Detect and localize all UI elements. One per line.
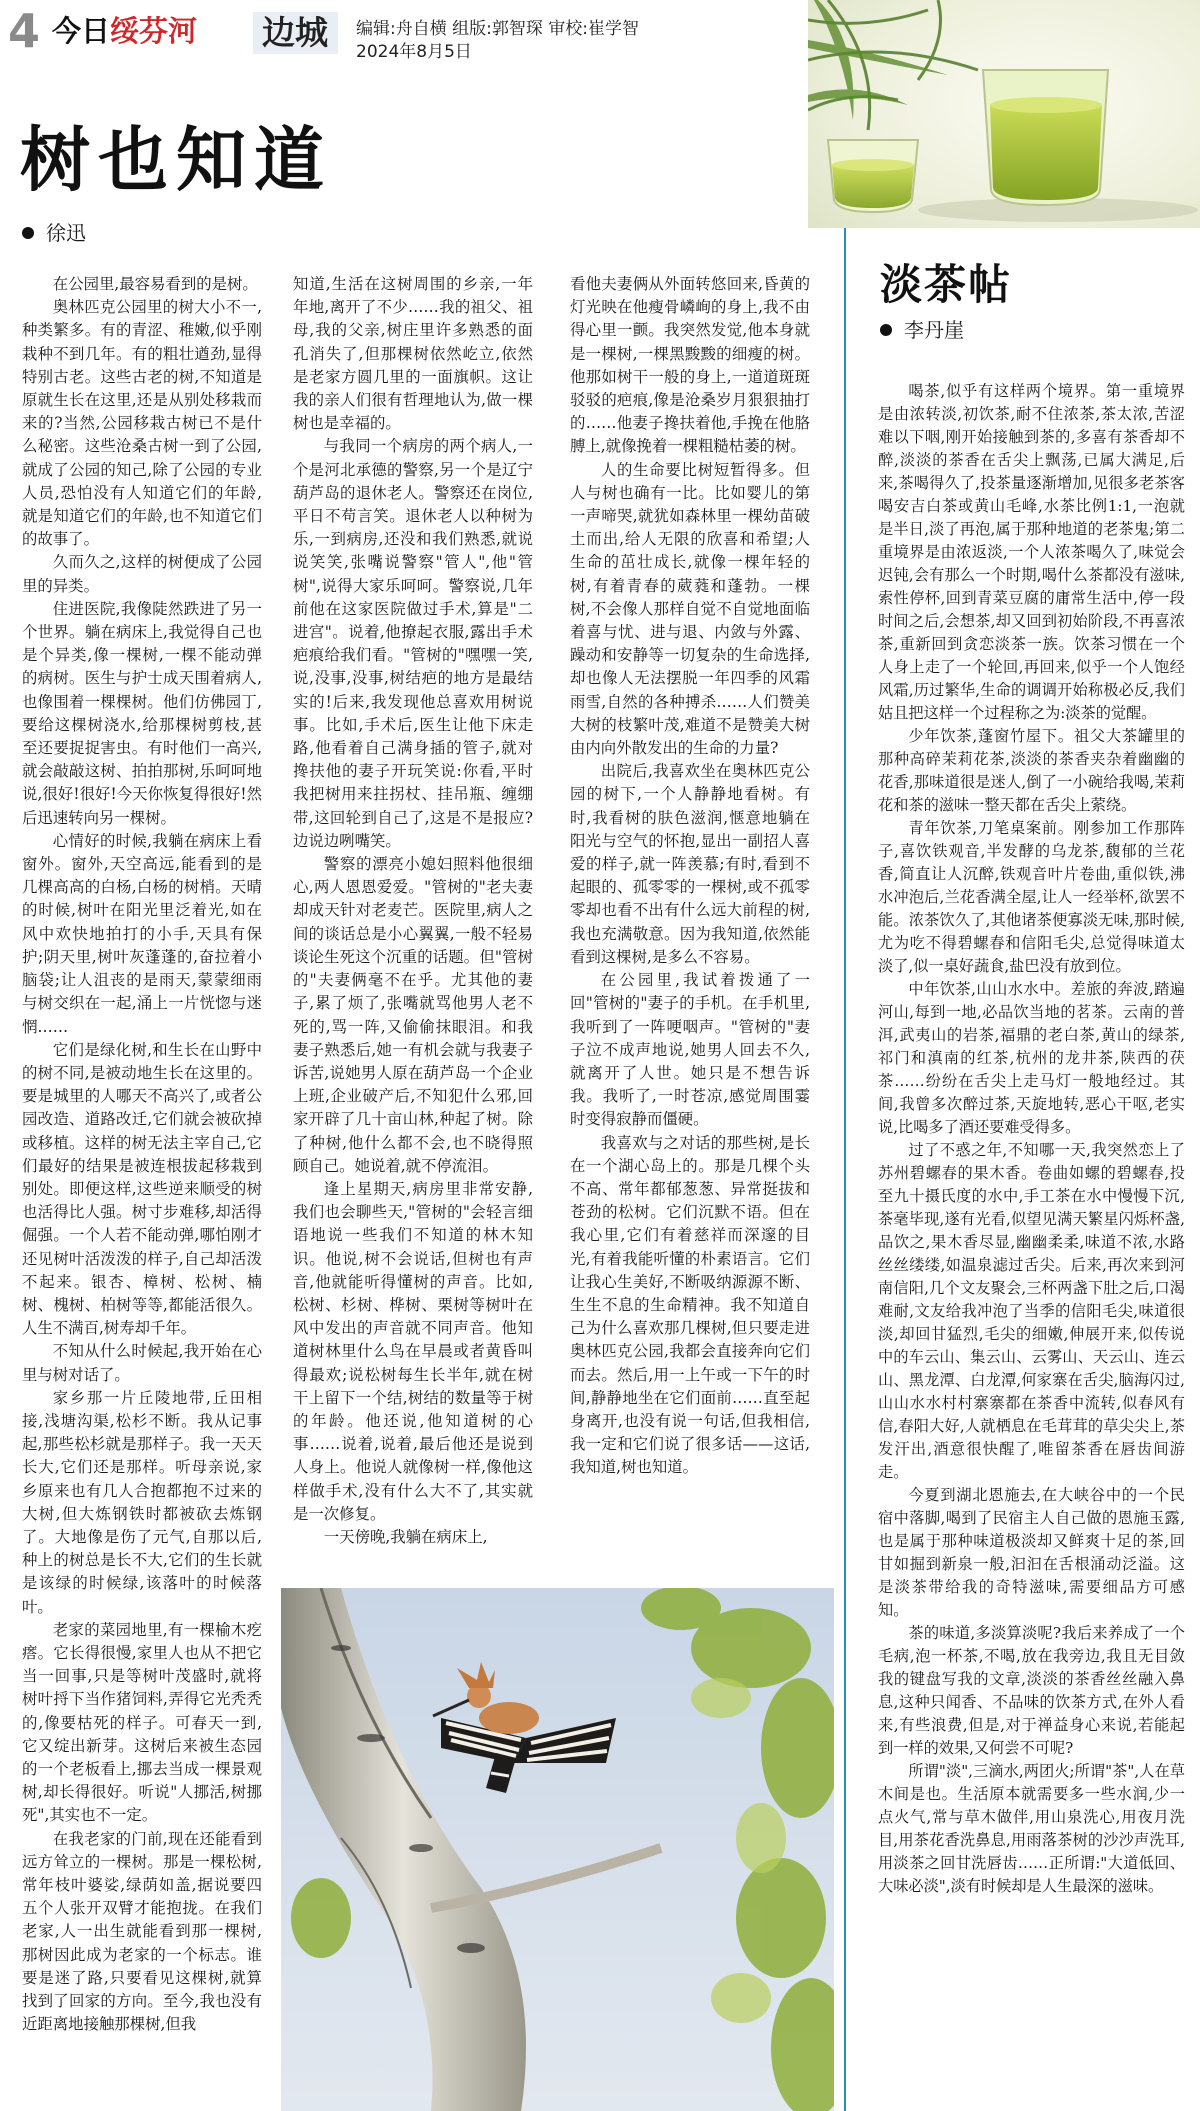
paragraph: 心情好的时候,我躺在病床上看窗外。窗外,天空高远,能看到的是几棵高高的白杨,白杨的树梢。天晴的时候,树叶在阳光里泛着光,如在风中欢快地拍打的小手,天具有保护;阴天里,树叶灰蓬蓬的,奋拉着小脑袋;让人沮丧的是雨天,蒙蒙细雨与树交织在一起,涌上一片恍惚与迷惘……: [22, 831, 262, 1036]
paragraph: 奥林匹克公园里的树大小不一,种类繁多。有的青涩、稚嫩,似乎刚栽种不到几年。有的粗壮遒劲,显得特别古老。这些古老的树,不知道是原就生长在这里,还是从别处移栽而来的?当然,公园移栽古树已不是什么秘密。这些沧桑古树一到了公园,就成了公园的知己,除了公园的专业人员,恐怕没有人知道它们的年龄,就是知道它们的年龄,也不知道它们的故事了。: [22, 298, 262, 549]
paragraph: 它们是绿化树,和生长在山野中的树不同,是被动地生长在这里的。要是城里的人哪天不高兴了,或者公园改造、道路改迁,它们就会被砍掉或移植。这样的树无法主宰自己,它们最好的结果是被连根拔起移栽到别处。即便这样,这些逆来顺受的树也活得比人强。树寸步难移,却活得倔强。一个人若不能动弹,哪怕刚才还见树叶活泼泼的样子,自己却活泼不起来。银杏、樟树、松树、楠树、槐树、柏树等等,都能活很久。人生不满百,树寿却千年。: [22, 1040, 262, 1338]
main-article-column-2: [293, 273, 533, 1579]
paragraph: 我喜欢与之对话的那些树,是长在一个湖心岛上的。那是几棵个头不高、常年都郁葱葱、异常挺拔和苍劲的松树。它们沉默不语。但在我心里,它们有着慈祥而深邃的目光,有着我能听懂的朴素语言。它们让我心生美好,不断吸纳源源不断、生生不息的生命精神。我不知道自己为什么喜欢那几棵树,但只要走进奥林匹克公园,我都会直接奔向它们而去。然后,用一上午或一下午的时间,静静地坐在它们面前……直至起身离开,也没有说一句话,但我相信,我一定和它们说了很多话——这话,我知道,树也知道。: [570, 1133, 810, 1477]
page-number: 4: [8, 4, 41, 58]
paragraph: 不知从什么时候起,我开始在心里与树对话了。: [22, 1342, 262, 1384]
paragraph: 在我老家的门前,现在还能看到远方耸立的一棵树。那是一棵松树,常年枝叶婆娑,绿荫如盖,据说要四五个人张开双臂才能抱拢。在我们老家,人一出生就能看到那一棵树,那树因此成为老家的一个标志。谁要是迷了路,只要看见这棵树,就算找到了回家的方向。至今,我也没有近距离地接触那棵树,但我: [22, 1829, 262, 2034]
tea-photo-illustration: [808, 0, 1200, 228]
paragraph: 一天傍晚,我躺在病床上,: [323, 1527, 488, 1546]
paragraph: 家乡那一片丘陵地带,丘田相接,浅塘沟渠,松杉不断。我从记事起,那些松杉就是那样子。我一天天长大,它们还是那样。听母亲说,家乡原来也有几人合抱都抱不过来的大树,但大炼钢铁时都被砍去炼钢了。大地像是伤了元气,自那以后,种上的树总是长不大,它们的生长就是该绿的时候绿,该落叶的时候落叶。: [22, 1388, 262, 1616]
paragraph: 警察的漂亮小媳妇照料他很细心,两人恩恩爱爱。"管树的"老夫妻却成天针对老麦芒。医院里,病人之间的谈话总是小心翼翼,一般不轻易谈论生死这个沉重的话题。但"管树的"夫妻俩毫不在乎。尤其他的妻子,累了烦了,张嘴就骂他男人老不死的,骂一阵,又偷偷抹眼泪。和我妻子熟悉后,她一有机会就与我妻子诉苦,说她男人原在葫芦岛一个企业上班,企业破产后,不知犯什么邪,回家开辟了几十亩山林,种起了树。除了种树,他什么都不会,也不晓得照顾自己。她说着,就不停流泪。: [293, 855, 533, 1175]
paragraph: 今夏到湖北恩施去,在大峡谷中的一个民宿中落脚,喝到了民宿主人自己做的恩施玉露,也是属于那种味道极淡却又鲜爽十足的茶,回甘如掘到新泉一般,汩汩在舌根涌动泛溢。这是淡茶带给我的奇特滋味,需要细品方可感知。: [878, 1486, 1185, 1619]
paragraph: 老家的菜园地里,有一棵榆木疙瘩。它长得很慢,家里人也从不把它当一回事,只是等树叶茂盛时,就将树叶捋下当作猪饲料,弄得它光秃秃的,像要枯死的样子。可春天一到,它又绽出新芽。这树后来被生态园的一个老板看上,挪去当成一棵景观树,却长得很好。听说"人挪活,树挪死",其实也不一定。: [22, 1620, 262, 1825]
paragraph: 在公园里,最容易看到的是树。: [52, 275, 258, 293]
hoopoe-bird-photo: [281, 1588, 834, 2111]
bird-photo-illustration: [281, 1588, 834, 2111]
main-article-title: 树也知道: [20, 118, 332, 201]
paragraph: 喝茶,似乎有这样两个境界。第一重境界是由浓转淡,初饮茶,耐不住浓茶,茶太浓,苦涩难以下咽,刚开始接触到茶的,多喜有茶香却不醉,淡淡的茶香在舌尖上飘荡,已属大满足,后来,茶喝得久了,投茶量逐渐增加,见很多老茶客喝安吉白茶或黄山毛峰,水茶比例1:1,一泡就是半日,淡了再泡,属于那种地道的老茶鬼;第二重境界是由浓返淡,一个人浓茶喝久了,味觉会迟钝,会有那么一个时期,喝什么茶都没有滋味,索性停杯,回到青菜豆腐的庸常生活中,停一段时间之后,会想茶,却又回到初始阶段,不再喜浓茶,重新回到贪恋淡茶一族。饮茶习惯在一个人身上走了一个轮回,再回来,似乎一个人饱经风霜,历过繁华,生命的调调开始称极必反,我们姑且把这样一个过程称之为:淡茶的觉醒。: [878, 382, 1185, 722]
publication-date: 2024年8月5日: [356, 42, 472, 62]
paragraph: 出院后,我喜欢坐在奥林匹克公园的树下,一个人静静地看树。有时,我看树的肤色滋润,惬意地躺在阳光与空气的怀抱,显出一副招人喜爱的样子,就一阵羡慕;有时,看到不起眼的、孤零零的一棵树,或不孤零零却也看不出有什么远大前程的树,我也充满敬意。因为我知道,依然能看到这棵树,是多么不容易。: [570, 762, 810, 966]
main-article-author: 徐迅: [46, 221, 86, 245]
bullet-dot: [880, 324, 892, 336]
section-name: 边城: [262, 13, 328, 52]
paragraph: 逢上星期天,病房里非常安静,我们也会聊些天,"管树的"会轻言细语地说一些我们不知道的林木知识。他说,树不会说话,但树也有声音,他就能听得懂树的声音。比如,松树、杉树、桦树、栗树等树叶在风中发出的声音就不同声音。他知道树林里什么鸟在早晨或者黄昏叫得最欢;说松树每生长半年,就在树干上留下一个结,树结的数量等于树的年龄。他还说,他知道树的心事……说着,说着,最后他还是说到人身上。他说人就像树一样,像他这样做手术,没有什么大不了,其实就是一次修复。: [293, 1179, 533, 1523]
column-divider: [844, 228, 846, 2111]
paragraph: 青年饮茶,刀笔桌案前。刚参加工作那阵子,喜饮铁观音,半发酵的乌龙茶,馥郁的兰花香,简直让人沉醉,铁观音叶片卷曲,重似铁,沸水冲泡后,兰花香满全屋,让人一经举杯,欲罢不能。浓茶饮久了,其他诸茶便寡淡无味,那时候,尤为吃不得碧螺春和信阳毛尖,总觉得味道太淡了,似一桌好蔬食,盐巴没有放到位。: [878, 819, 1185, 975]
paragraph: 人的生命要比树短暂得多。但人与树也确有一比。比如婴儿的第一声啼哭,就犹如森林里一棵幼苗破土而出,给人无限的欣喜和希望;人生命的茁壮成长,就像一棵年轻的树,有着青春的葳蕤和蓬勃。一棵树,不会像人那样自觉不自觉地面临着喜与忧、进与退、内敛与外露、躁动和安静等一切复杂的生命选择,却也像人无法摆脱一年四季的风霜雨雪,自然的各种搏杀……人们赞美大树的枝繁叶茂,难道不是赞美大树由内向外散发出的生命的力量?: [570, 460, 810, 758]
paragraph: 所谓"淡",三滴水,两团火;所谓"茶",人在草木间是也。生活原本就需要多一些水润,少一点火气,常与草木做伴,用山泉洗心,用夜月洗目,用茶花香洗鼻息,用雨落茶树的沙沙声洗耳,用淡茶之回甘洗唇齿……正所谓:"大道低回、大味必淡",淡有时候却是人生最深的滋味。: [878, 1762, 1185, 1895]
paragraph: 住进医院,我像陡然跌进了另一个世界。躺在病床上,我觉得自己也是个异类,像一棵树,一棵不能动弹的病树。医生与护士成天围着病人,也像围着一棵棵树。他们仿佛园丁,要给这棵树浇水,给那棵树剪枝,甚至还要捉捉害虫。有时他们一高兴,就会敲敲这树、拍拍那树,乐呵呵地说,很好!很好!今天你恢复得很好!然后迅速转向另一棵树。: [22, 599, 262, 827]
paragraph: 过了不惑之年,不知哪一天,我突然恋上了苏州碧螺春的果木香。卷曲如螺的碧螺春,投至九十摄氏度的水中,手工茶在水中慢慢下沉,茶毫毕现,遂有光看,似望见满天繁星闪烁杯盏,品饮之,果木香尽显,幽幽柔柔,味道不浓,水路丝丝缕缕,如温泉滤过舌尖。后来,再次来到河南信阳,几个文友聚会,三杯两盏下肚之后,口渴难耐,文友给我冲泡了当季的信阳毛尖,味道很淡,却回甘猛烈,毛尖的细嫩,伸展开来,似传说中的车云山、集云山、云雾山、天云山、连云山、黑龙潭、白龙潭,何家寨在舌尖,脑海闪过,山山水水村村寨寨都在茶香中流转,似春风有信,春阳大好,人就栖息在毛茸茸的草尖尖上,茶发汗出,酒意很快醒了,唯留茶香在唇齿间游走。: [878, 1141, 1185, 1481]
paragraph: 少年饮茶,蓬窗竹屋下。祖父大茶罐里的那种高碎茉莉花茶,淡淡的茶香夹杂着幽幽的花香,那味道很是迷人,倒了一小碗给我喝,茉莉花和茶的滋味一整天都在舌尖上萦绕。: [878, 727, 1185, 814]
bullet-dot: [22, 227, 34, 239]
editor-credits: 编辑:舟自横 组版:郭智琛 审校:崔学智: [356, 19, 639, 39]
main-article-column-1: [22, 273, 262, 2107]
tea-glasses-photo: [808, 0, 1200, 228]
newspaper-name-part2: 绥芬河: [110, 14, 198, 48]
paragraph: 与我同一个病房的两个病人,一个是河北承德的警察,另一个是辽宁葫芦岛的退休老人。警察还在岗位,平日不苟言笑。退休老人以种树为乐,一到病房,还没和我们熟悉,就说说笑笑,张嘴说警察"管人",他"管树",说得大家乐呵呵。警察说,几年前他在这家医院做过手术,算是"二进宫"。说着,他撩起衣服,露出手术疤痕给我们看。"管树的"嘿嘿一笑,说,没事,没事,树结疤的地方是最结实的!后来,我发现他总喜欢用树说事。比如,手术后,医生让他下床走路,他看着自己满身插的管子,就对搀扶他的妻子开玩笑说:你看,平时我把树用来拄拐杖、挂吊瓶、缠绷带,这回轮到自己了,这是不是报应?边说边咧嘴笑。: [293, 437, 533, 850]
paragraph: 茶的味道,多淡算淡呢?我后来养成了一个毛病,泡一杯茶,不喝,放在我旁边,我且无目敛我的键盘写我的文章,淡淡的茶香丝丝融入鼻息,这种只闻香、不品味的饮茶方式,在外人看来,有些浪费,但是,对于禅益身心来说,若能起到一样的效果,又何尝不可呢?: [878, 1624, 1185, 1757]
side-article-body: [878, 380, 1185, 2106]
paragraph: 看他夫妻俩从外面转悠回来,昏黄的灯光映在他瘦骨嶙峋的身上,我不由得心里一颤。我突然发觉,他本身就是一棵树,一棵黑黢黢的细瘦的树。他那如树干一般的身上,一道道斑斑驳驳的疤痕,像是沧桑岁月狠狠抽打的……他妻子搀扶着他,手挽在他胳膊上,就像挽着一棵粗糙枯萎的树。: [570, 275, 810, 456]
main-article-byline: [22, 221, 86, 245]
paragraph: 知道,生活在这树周围的乡亲,一年年地,离开了不少……我的祖父、祖母,我的父亲,树庄里许多熟悉的面孔消失了,但那棵树依然屹立,依然是老家方圆几里的一面旗帜。这让我的亲人们很有哲理地认为,做一棵树也是幸福的。: [293, 275, 533, 433]
side-article-title: 淡茶帖: [880, 260, 1013, 309]
side-article-byline: [880, 318, 964, 342]
side-article-author: 李丹崖: [904, 318, 964, 342]
paragraph: 在公园里,我试着拨通了一回"管树的"妻子的手机。在手机里,我听到了一阵哽咽声。"管树的"妻子泣不成声地说,她男人回去不久,就离开了人世。她只是不想告诉我。我听了,一时苍凉,感觉周围霎时变得寂静而僵硬。: [570, 971, 810, 1129]
newspaper-name: [52, 14, 197, 48]
newspaper-name-part1: 今日: [52, 14, 111, 48]
main-article-column-3: [570, 273, 810, 1579]
paragraph: 中年饮茶,山山水水中。差旅的奔波,踏遍河山,每到一地,必品饮当地的茗茶。云南的普洱,武夷山的岩茶,福鼎的老白茶,黄山的绿茶,祁门和滇南的红茶,杭州的龙井茶,陕西的茯茶……纷纷在舌尖上走马灯一般地经过。其间,我曾多次醉过茶,天旋地转,恶心干呕,老实说,比喝多了酒还要难受得多。: [878, 980, 1185, 1136]
paragraph: 久而久之,这样的树便成了公园里的异类。: [22, 553, 262, 595]
